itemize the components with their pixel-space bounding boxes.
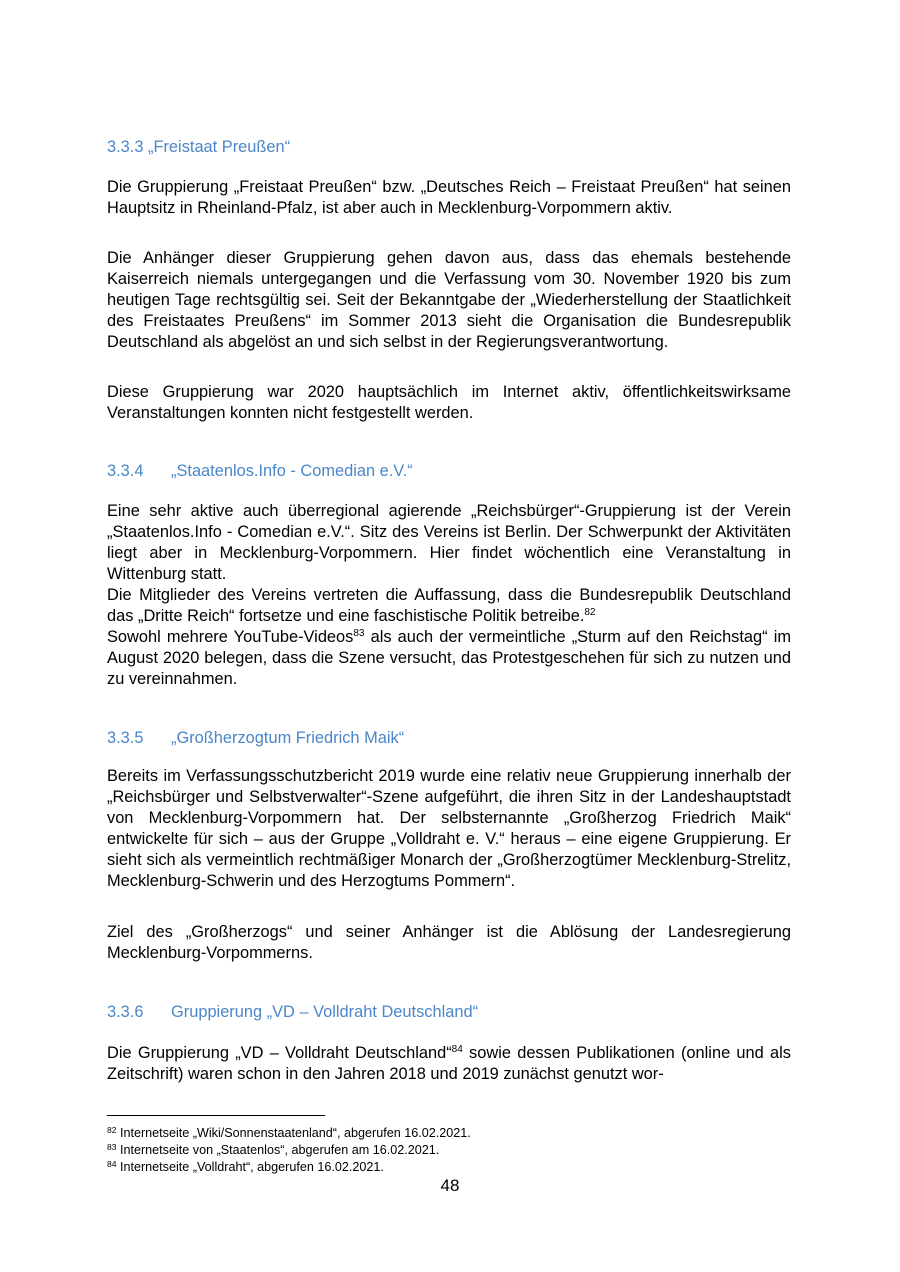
- footnote-text: Internetseite „Volldraht“, abgerufen 16.02.2021.: [116, 1160, 384, 1174]
- footnote-number: 84: [107, 1159, 117, 1169]
- footnote-text: Internetseite „Wiki/Sonnenstaatenland“, abgerufen 16.02.2021.: [116, 1126, 471, 1140]
- paragraph: Bereits im Verfassungsschutzbericht 2019 wurde eine relativ neue Gruppierung innerhalb der „Reichsbürger und Selbstverwalter“-Szene aufgeführt, die ihren Sitz in der Landeshauptstadt von Mecklenburg-Vorpommern hat. Der selbsternannte „Großherzog Friedrich Maik“ entwickelte für sich – aus der Gruppe „Volldraht e. V.“ heraus – eine eigene Gruppierung. Er sieht sich als vermeintlich rechtmäßiger Monarch der „Großherzogtümer Mecklenburg-Strelitz, Mecklenburg-Schwerin und des Herzogtums Pommern“.: [107, 767, 791, 890]
- paragraph: [107, 1043, 791, 1085]
- paragraph: Eine sehr aktive auch überregional agierende „Reichsbürger“-Gruppierung ist der Verein „Staatenlos.Info - Comedian e.V.“. Sitz des Vereins ist Berlin. Der Schwerpunkt der Aktivitäten liegt aber in Mecklenburg-Vorpommern. Hier findet wöchentlich eine Veranstaltung in Wittenburg statt.: [107, 502, 791, 583]
- paragraph: [107, 585, 791, 627]
- footnotes: [107, 1125, 797, 1176]
- footnote-ref: 83: [353, 628, 365, 639]
- paragraph-text: sowie dessen Publikationen (online und als Zeitschrift) waren schon in den Jahren 2018 und 2019 zunächst genutzt wor-: [107, 1044, 791, 1083]
- section-title: 3.3.3 „Freistaat Preußen“: [107, 138, 291, 156]
- paragraph: Die Anhänger dieser Gruppierung gehen davon aus, dass das ehemals bestehende Kaiserreich niemals untergegangen und die Verfassung vom 30. November 1920 bis zum heutigen Tage rechtsgültig sei. Seit der Bekanntgabe der „Wiederherstellung der Staatlichkeit des Freistaates Preußens“ im Sommer 2013 sieht die Organisation die Bundesrepublik Deutschland als abgelöst an und sich selbst in der Regierungsverantwortung.: [107, 249, 791, 351]
- section-title: „Großherzogtum Friedrich Maik“: [171, 729, 405, 747]
- paragraph-text: Die Gruppierung „VD – Volldraht Deutschland“: [107, 1044, 452, 1062]
- footnote: [107, 1142, 797, 1159]
- section-heading-3-3-5: [107, 729, 404, 748]
- section-heading-3-3-3: [107, 138, 290, 157]
- page-number: 48: [440, 1176, 460, 1195]
- section-heading-3-3-6: [107, 1003, 478, 1022]
- paragraph: Diese Gruppierung war 2020 hauptsächlich im Internet aktiv, öffentlichkeitswirksame Veranstaltungen konnten nicht festgestellt werden.: [107, 383, 791, 422]
- footnote-text: Internetseite von „Staatenlos“, abgerufen am 16.02.2021.: [116, 1143, 440, 1157]
- paragraph-text: Die Mitglieder des Vereins vertreten die Auffassung, dass die Bundesrepublik Deutschland das „Dritte Reich“ fortsetze und eine faschistische Politik betreibe.: [107, 586, 791, 625]
- footnote-separator: [107, 1115, 325, 1116]
- footnote-number: 83: [107, 1142, 117, 1152]
- section-number: 3.3.4: [107, 462, 144, 480]
- footnote-number: 82: [107, 1125, 117, 1135]
- footnote: [107, 1159, 797, 1176]
- section-number: 3.3.5: [107, 729, 144, 747]
- paragraph-text: Sowohl mehrere YouTube-Videos: [107, 628, 354, 646]
- paragraph: Ziel des „Großherzogs“ und seiner Anhänger ist die Ablösung der Landesregierung Mecklenburg-Vorpommerns.: [107, 923, 791, 962]
- footnote-ref: 84: [451, 1044, 463, 1055]
- footnote: [107, 1125, 797, 1142]
- section-title: „Staatenlos.Info - Comedian e.V.“: [171, 462, 413, 480]
- paragraph: [107, 627, 791, 690]
- paragraph-text: als auch der vermeintliche „Sturm auf den Reichstag“ im August 2020 belegen, dass die Szene versucht, das Protestgeschehen für sich zu nutzen und zu vereinnahmen.: [107, 628, 792, 688]
- paragraph: Die Gruppierung „Freistaat Preußen“ bzw. „Deutsches Reich – Freistaat Preußen“ hat seinen Hauptsitz in Rheinland-Pfalz, ist aber auch in Mecklenburg-Vorpommern aktiv.: [107, 178, 791, 217]
- section-title: Gruppierung „VD – Volldraht Deutschland“: [171, 1003, 479, 1021]
- section-number: 3.3.6: [107, 1003, 144, 1021]
- section-heading-3-3-4: [107, 462, 413, 481]
- footnote-ref: 82: [584, 607, 596, 618]
